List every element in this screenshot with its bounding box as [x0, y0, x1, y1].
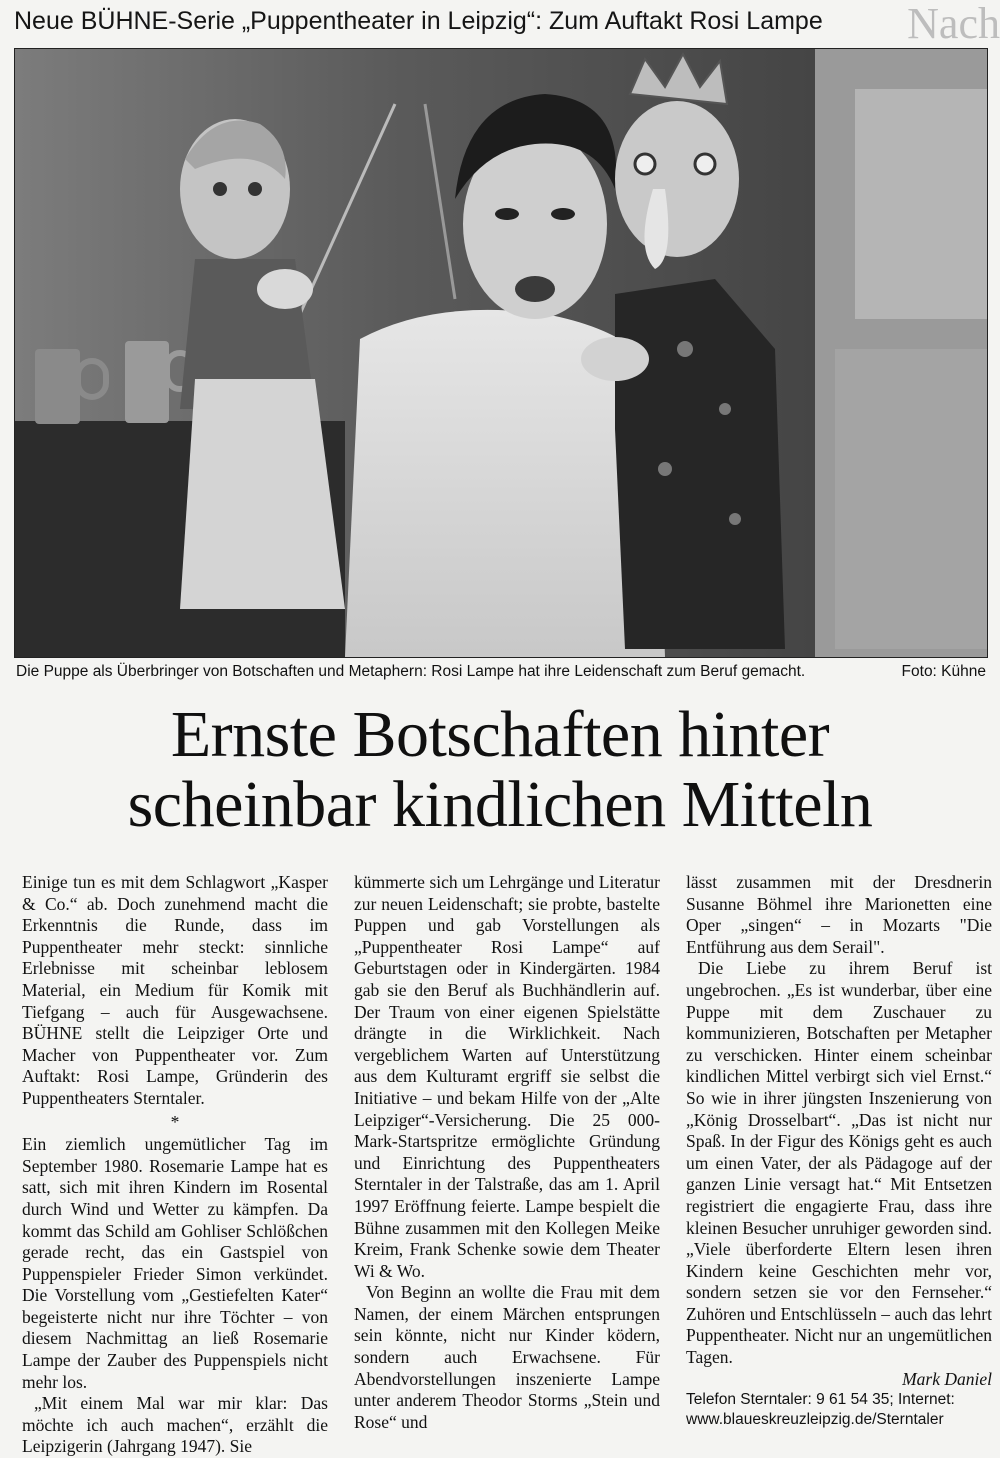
section-separator: *	[170, 1111, 180, 1132]
article-body	[22, 872, 992, 1457]
column-1	[22, 872, 328, 1457]
contact-info: Telefon Sterntaler: 9 61 54 35; Internet: www.blaueskreuzleipzig.de/Sterntaler	[686, 1391, 955, 1429]
author-byline: Mark Daniel	[902, 1368, 992, 1389]
column-2	[354, 872, 660, 1432]
paragraph: lässt zusammen mit der Dresdnerin Susanne Böhmel ihre Marionetten eine Oper „singen“ – in Mozarts "Die Entführung aus dem Serail".	[686, 872, 992, 957]
intro-paragraph: Einige tun es mit dem Schlagwort „Kasper & Co.“ ab. Doch zunehmend macht die Erkenntnis die Runde, dass im Puppentheater mehr steckt: sinnliche Erlebnisse mit scheinbar leblosem Material, ein Medium für Komik mit Tiefgang – auch für Ausgewachsene. BÜHNE stellt die Leipziger Orte und Macher von Puppentheater vor. Zum Auftakt: Rosi Lampe, Gründerin des Puppentheaters Sterntaler.	[22, 872, 328, 1108]
series-kicker: Neue BÜHNE-Serie „Puppentheater in Leipzig“: Zum Auftakt Rosi Lampe	[14, 7, 823, 35]
headline-line-1: Ernste Botschaften hinter	[170, 698, 830, 771]
paragraph: Von Beginn an wollte die Frau mit dem Namen, der einem Märchen entsprungen sein könnte, nicht nur Kinder ködern, sondern auch Erwachsene. Für Abendvorstellungen inszenierte Lampe unter anderem Theodor Storms „Stein und Rose“ und	[354, 1282, 660, 1432]
headline	[0, 700, 1000, 840]
paragraph: kümmerte sich um Lehrgänge und Literatur zur neuen Leidenschaft; sie probte, bastelte Puppen und gab Vorstellungen als „Puppentheater Rosi Lampe“ auf Geburtstagen oder in Kindergärten. 1984 gab sie den Beruf als Buchhändlerin auf. Der Traum von einer eigenen Spielstätte drängte in die Wirklichkeit. Nach vergeblichem Warten auf Unterstützung aus dem Kulturamt ergriff sie selbst die Initiative – und bekam Hilfe von der „Alte Leipziger“-Versicherung. Die 25 000-Mark-Startspritze ermöglichte Gründung und Einrichtung des Puppentheaters Sterntaler in der Talstraße, das am 1. April 1997 Eröffnung feierte. Lampe bespielt die Bühne zusammen mit den Kollegen Meike Kreim, Frank Schenke sowie dem Theater Wi & Wo.	[354, 872, 660, 1281]
photo-credit: Foto: Kühne	[901, 663, 986, 680]
paragraph: Die Liebe zu ihrem Beruf ist ungebrochen. „Es ist wunderbar, über eine Puppe mit dem Zuschauer zu kommunizieren, Botschaften per Metapher zu verschicken. Hinter einem scheinbar kindlichen Mittel verbirgt sich viel Ernst.“ So wie in ihrer jüngsten Inszenierung von „König Drosselbart“. „Das ist nicht nur Spaß. In der Figur des Königs geht es auch um einen Vater, der als Pädagoge auf der ganzen Linie versagt hat.“ Mit Entsetzen registriert die engagierte Frau, dass ihre kleinen Besucher unruhiger geworden sind. „Viele überforderte Eltern lesen ihren Kindern keine Geschichten mehr vor, sondern setzen sie vor den Fernseher.“ Zuhören und Entschlüsseln – auch das lehrt Puppentheater. Nicht nur an ungemütlichen Tagen.	[686, 958, 992, 1368]
paragraph: „Mit einem Mal war mir klar: Das möchte ich auch machen“, erzählt die Leipzigerin (Jahrgang 1947). Sie	[22, 1393, 328, 1457]
photo-caption	[16, 660, 986, 684]
paragraph: Ein ziemlich ungemütlicher Tag im September 1980. Rosemarie Lampe hat es satt, sich mit ihren Kindern im Rosental durch Wind und Wetter zu kämpfen. Da kommt das Schild am Gohliser Schlößchen gerade recht, das ein Gastspiel von Puppenspieler Frieder Simon verkündet. Die Vorstellung vom „Gestiefelten Kater“ begeisterte nicht nur ihre Töchter – von diesem Nachmittag an ließ Rosemarie Lampe der Zauber des Puppenspiels nicht mehr los.	[22, 1134, 328, 1392]
article-photo	[14, 48, 988, 658]
headline-line-2: scheinbar kindlichen Mitteln	[127, 768, 873, 841]
adjacent-article-bleed: Nach	[907, 0, 1000, 48]
column-3	[686, 872, 992, 1429]
caption-text: Die Puppe als Überbringer von Botschaften und Metaphern: Rosi Lampe hat ihre Leidenschaft zum Beruf gemacht.	[16, 663, 806, 680]
